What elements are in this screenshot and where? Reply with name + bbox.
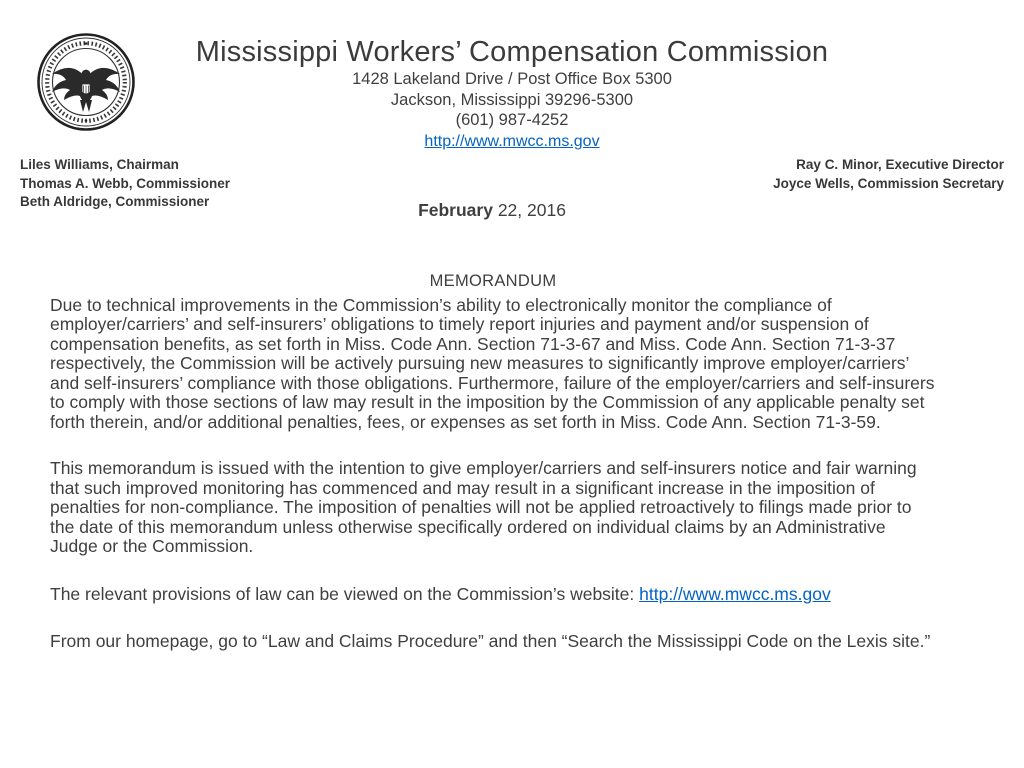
memo-date-month: February (418, 200, 493, 220)
page-title: Mississippi Workers’ Compensation Commission (195, 36, 829, 68)
address-line-1: 1428 Lakeland Drive / Post Office Box 5300 (352, 70, 672, 88)
memo-paragraph-1: Due to technical improvements in the Commission’s ability to electronically monitor the compliance of employer/carriers’ and self-insurers’ obligations to timely report injuries and payment and/or suspension of compensation benefits, as set forth in Miss. Code Ann. Section 71-3-67 and Miss. Code Ann. Section 71-3-37 respectively, the Commission will be actively pursuing new measures to significantly improve employer/carriers’ and self-insurers’ compliance with those obligations. Furthermore, failure of the employer/carriers and self-insurers to comply with those sections of law may result in the imposition by the Commission of any applicable penalty set forth therein, and/or additional penalties, fees, or expenses as set forth in Miss. Code Ann. Section 71-3-59. (50, 294, 935, 432)
official-commission-secretary: Joyce Wells, Commission Secretary (773, 175, 1004, 191)
website-link[interactable]: http://www.mwcc.ms.gov (424, 132, 600, 150)
memo-date-rest: 22, 2016 (492, 200, 566, 220)
official-chairman: Liles Williams, Chairman (20, 157, 179, 172)
memo-paragraph-website (50, 585, 936, 605)
memo-date (0, 200, 984, 221)
body-website-link[interactable]: http://www.mwcc.ms.gov (639, 583, 831, 604)
memo-paragraph-2: This memorandum is issued with the intention to give employer/carriers and self-insurers notice and fair warning that such improved monitoring has commenced and may result in a significant increase in the imposition of penalties for non-compliance. The imposition of penalties will not be applied retroactively to filings made prior to the date of this memorandum unless otherwise specifically ordered on individual claims by an Administrative Judge or the Commission. (50, 458, 917, 556)
memo-body (50, 272, 936, 680)
official-commissioner-1: Thomas A. Webb, Commissioner (20, 175, 231, 191)
memo-paragraph-closing: From our homepage, go to “Law and Claims Procedure” and then “Search the Mississippi Code on the Lexis site.” (50, 631, 931, 651)
website-paragraph-text: The relevant provisions of law can be viewed on the Commission’s website: (50, 583, 640, 604)
address-line-2: Jackson, Mississippi 39296-5300 (390, 90, 634, 109)
official-executive-director: Ray C. Minor, Executive Director (796, 157, 1004, 172)
letterhead (0, 36, 1024, 152)
phone-number: (601) 987-4252 (455, 111, 569, 129)
official-commissioner-2: Beth Aldridge, Commissioner (20, 194, 210, 209)
memo-heading: MEMORANDUM (429, 272, 557, 290)
